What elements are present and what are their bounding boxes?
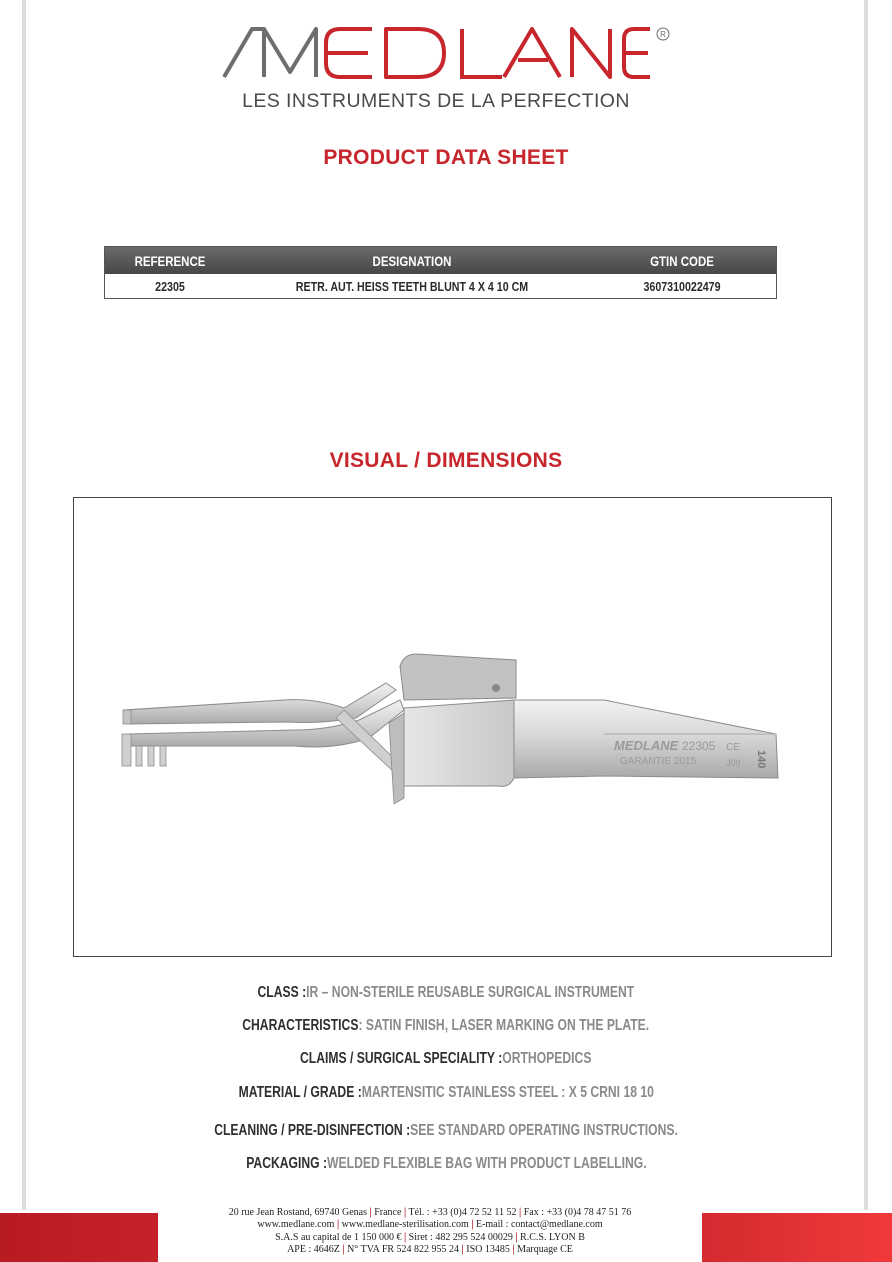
cell-designation: RETR. AUT. HEISS TEETH BLUNT 4 X 4 10 CM xyxy=(295,278,529,294)
header-reference: REFERENCE xyxy=(134,252,206,269)
marking-line2: GARANTIE 2015 xyxy=(620,756,697,767)
marking-ce: CE xyxy=(726,742,740,753)
marking-code: J09 xyxy=(726,758,741,768)
spec-class: CLASS :IR – NON-STERILE REUSABLE SURGICAL INSTRUMENT xyxy=(257,984,635,1001)
spec-cleaning: CLEANING / PRE-DISINFECTION :SEE STANDARD OPERATING INSTRUCTIONS. xyxy=(214,1122,678,1139)
footer-red-bar-left xyxy=(0,1213,158,1262)
spec-claims: CLAIMS / SURGICAL SPECIALITY :ORTHOPEDICS xyxy=(300,1050,592,1067)
marking-size: 140 xyxy=(755,750,767,769)
website-link[interactable]: www.medlane.com xyxy=(257,1219,335,1231)
footer-red-bar-right xyxy=(702,1213,892,1262)
footer-web-line: www.medlane.com | www.medlane-sterilisation.com | E-mail : contact@medlane.com xyxy=(257,1219,603,1231)
marking-ref: 22305 xyxy=(682,739,716,753)
product-image-frame xyxy=(73,497,832,957)
email-link[interactable]: E-mail : contact@medlane.com xyxy=(475,1219,603,1231)
cell-gtin-code: 3607310022479 xyxy=(643,278,721,294)
cell-reference: 22305 xyxy=(155,278,185,294)
table-header-row xyxy=(105,247,776,274)
table-row xyxy=(105,274,776,298)
footer-address-line: 20 rue Jean Rostand, 69740 Genas | France | Tél. : +33 (0)4 72 52 11 52 | Fax : +33 (0)4 78 47 51 76 xyxy=(228,1207,632,1218)
retractor-instrument-image xyxy=(104,638,804,838)
sterilisation-website-link[interactable]: www.medlane-sterilisation.com xyxy=(341,1219,469,1231)
spec-material: MATERIAL / GRADE :MARTENSITIC STAINLESS STEEL : X 5 CRNI 18 10 xyxy=(238,1084,654,1101)
company-footer xyxy=(160,1207,700,1256)
spec-packaging: PACKAGING :WELDED FLEXIBLE BAG WITH PRODUCT LABELLING. xyxy=(245,1155,647,1172)
footer-registration-line: APE : 4646Z | N° TVA FR 524 822 955 24 | ISO 13485 | Marquage CE xyxy=(287,1243,573,1255)
header-gtin-code: GTIN CODE xyxy=(650,252,714,269)
visual-dimensions-title: VISUAL / DIMENSIONS xyxy=(329,449,563,472)
footer-legal-line: S.A.S au capital de 1 150 000 € | Siret : 482 295 524 00029 | R.C.S. LYON B xyxy=(275,1231,585,1243)
reference-table xyxy=(104,246,777,299)
spec-characteristics: CHARACTERISTICS: SATIN FINISH, LASER MARKING ON THE PLATE. xyxy=(242,1017,650,1034)
brand-tagline: LES INSTRUMENTS DE LA PERFECTION xyxy=(242,90,630,112)
svg-text:R: R xyxy=(660,30,666,39)
header-designation: DESIGNATION xyxy=(372,252,452,269)
medlane-logo xyxy=(222,24,674,84)
marking-brand: MEDLANE xyxy=(614,738,679,753)
product-sheet-title: PRODUCT DATA SHEET xyxy=(323,146,569,169)
